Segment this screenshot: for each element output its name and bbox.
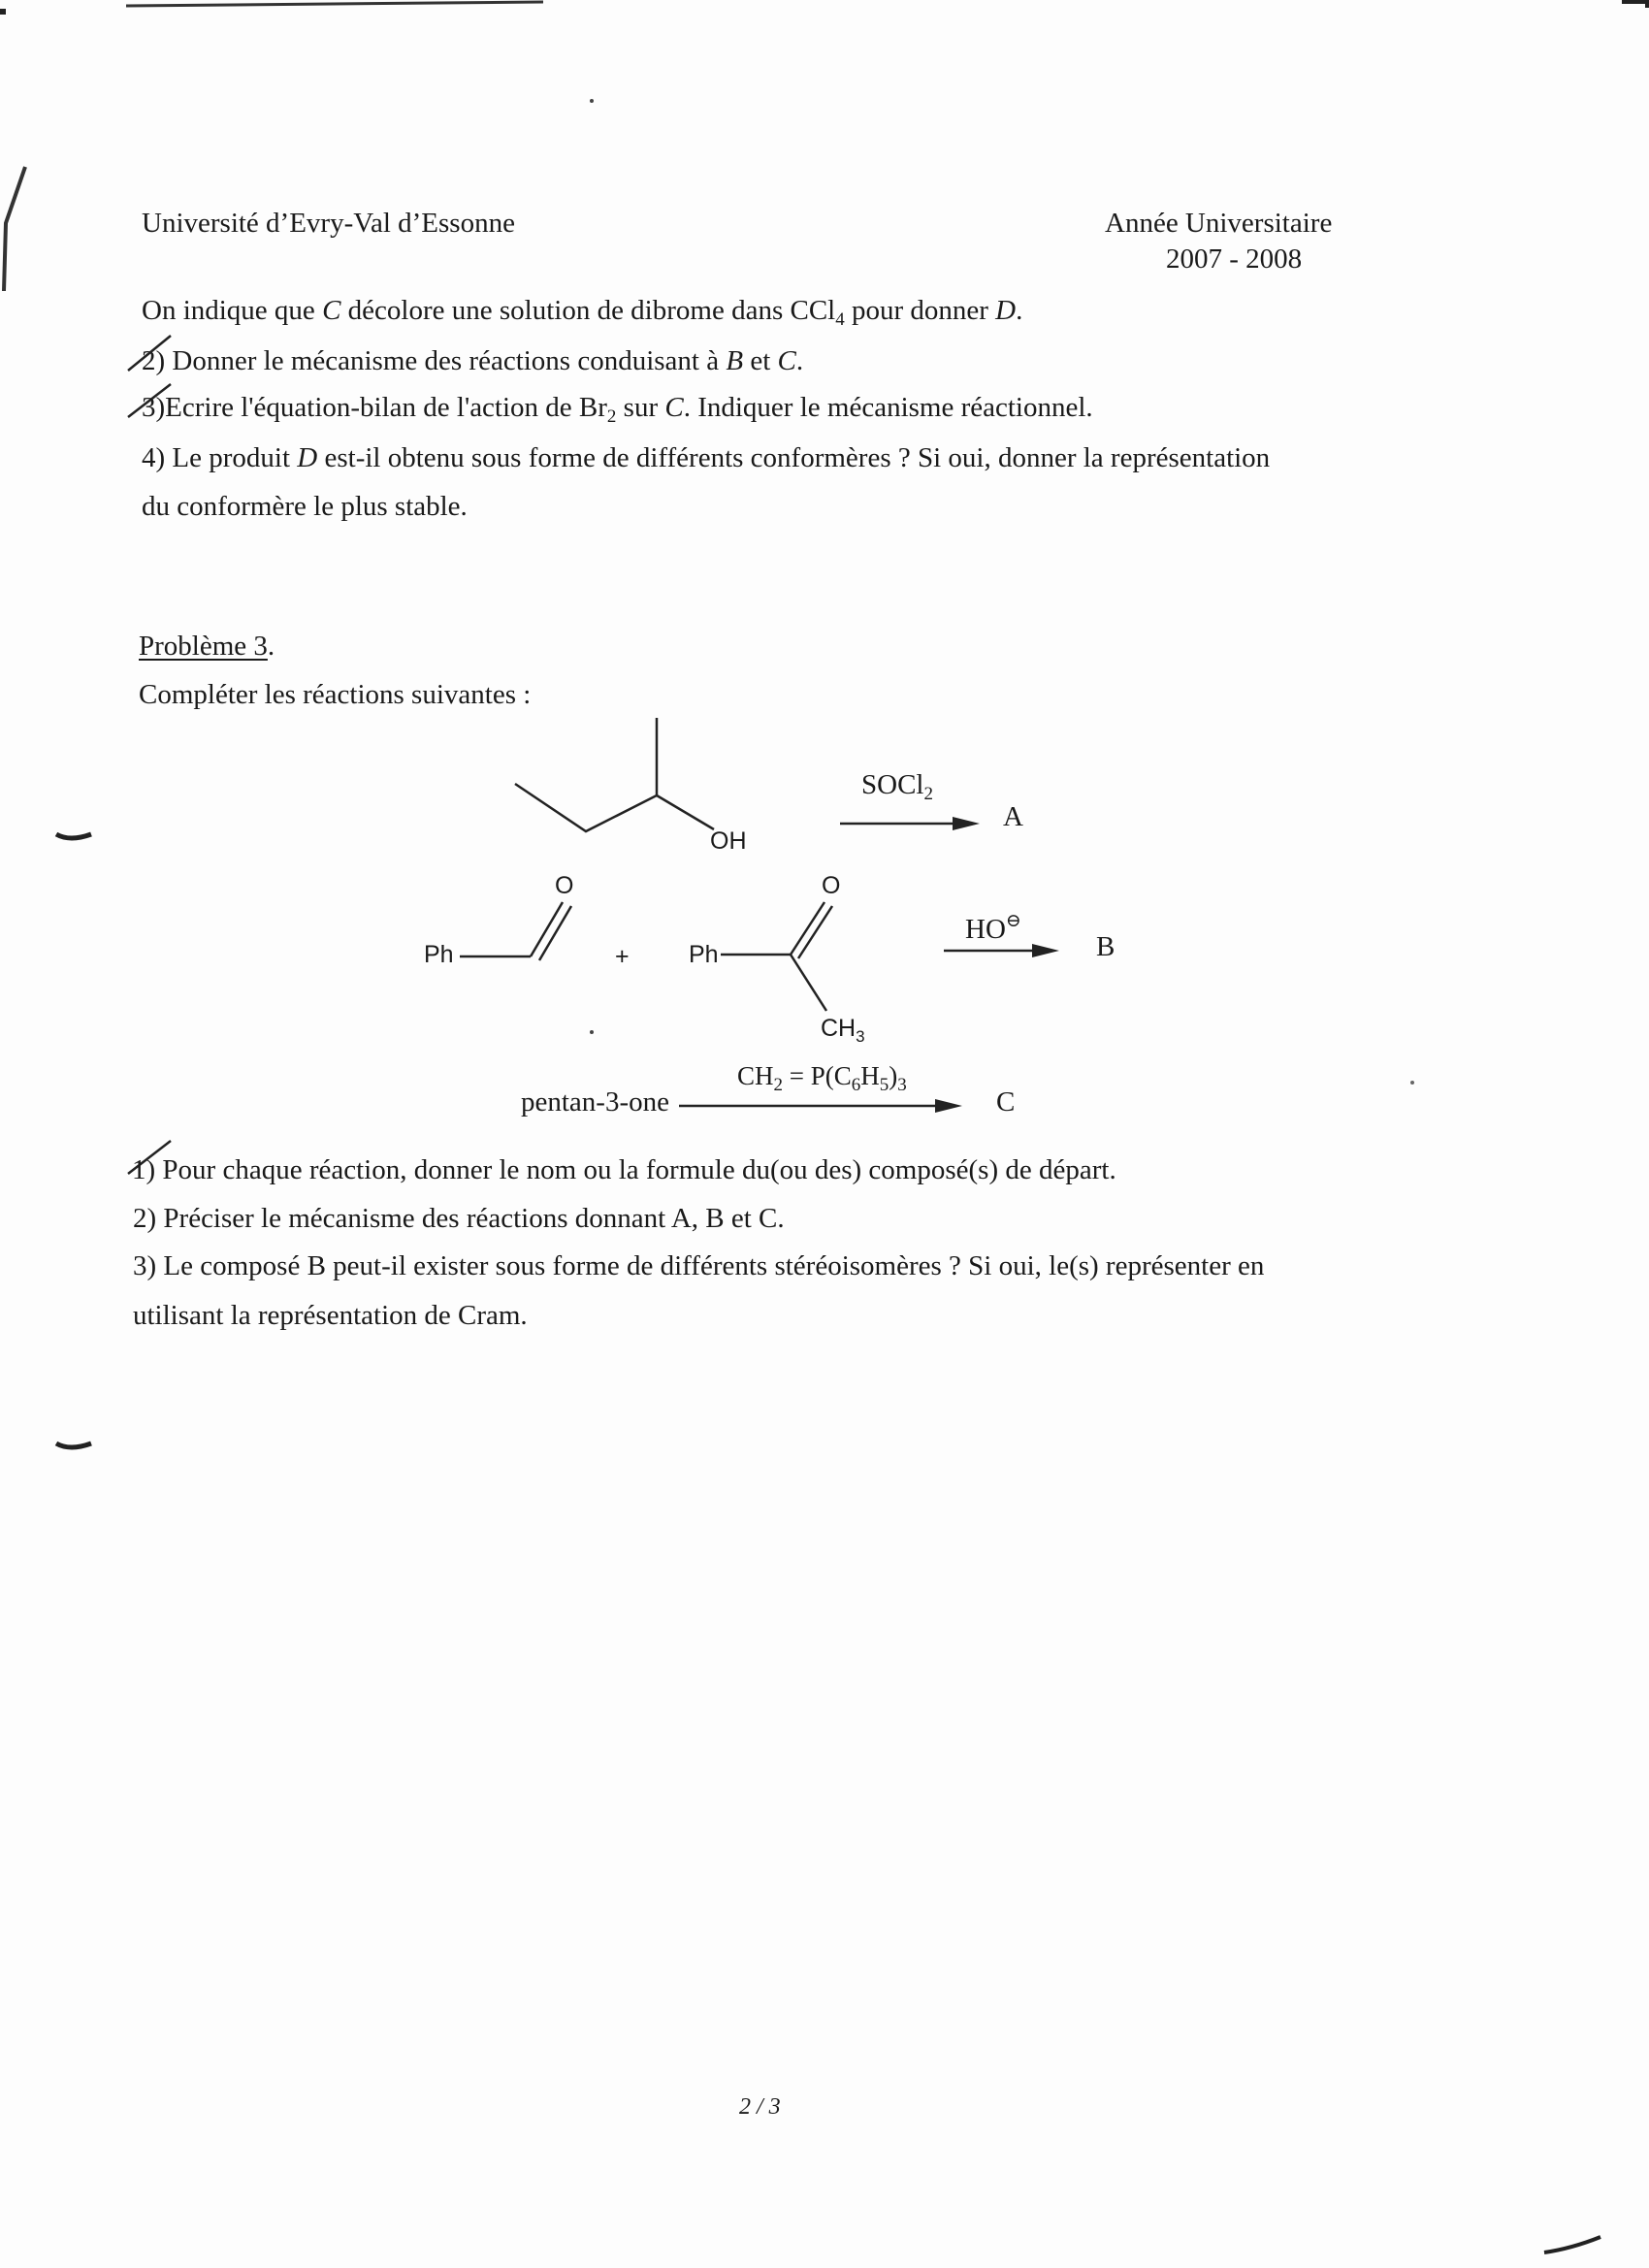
reaction2-arrow	[944, 944, 1059, 957]
product-b: B	[1096, 931, 1116, 962]
problem3-instruction: Compléter les réactions suivantes :	[139, 679, 532, 710]
problem2-question-4-line2: du conformère le plus stable.	[142, 491, 468, 522]
pentan-3-one-label: pentan-3-one	[521, 1086, 669, 1118]
product-a: A	[1003, 801, 1023, 832]
wittig-reagent: $CH_2 = P(C_6H_5)_3$	[737, 1061, 907, 1095]
acetophenone-oxygen-label: O	[822, 872, 841, 899]
methyl-label: $CH_3$	[821, 1015, 865, 1046]
crossed-number: 2)	[142, 345, 166, 376]
reaction1-arrow	[840, 817, 980, 830]
product-c: C	[996, 1086, 1016, 1118]
reaction3-arrow	[679, 1099, 962, 1113]
problem2-question-3: 3)Ecrire l'équation-bilan de l'action de $Br_2$ sur C. Indiquer le mécanisme réactionnel.	[142, 392, 1093, 427]
academic-year: 2007 - 2008	[1166, 243, 1303, 275]
problem3-title: Problème 3.	[139, 631, 275, 662]
problem3-question-3: 3) Le composé B peut-il exister sous forme de différents stéréoisomères ? Si oui, le(s) représenter en	[133, 1250, 1265, 1281]
problem2-question-4: 4) Le produit D est-il obtenu sous forme de différents conformères ? Si oui, donner la représentation	[142, 442, 1271, 473]
benzaldehyde-skeleton	[460, 902, 571, 960]
problem3-question-2: 2) Préciser le mécanisme des réactions donnant A, B et C.	[133, 1203, 785, 1234]
page-number: 2 / 3	[739, 2094, 781, 2120]
problem2-intro: On indique que C décolore une solution de dibrome dans CCl$_4$ pour donner D.	[142, 295, 1023, 330]
hydroxyl-label: OH	[710, 827, 747, 855]
problem3-question-1: 1) Pour chaque réaction, donner le nom ou la formule du(ou des) composé(s) de départ.	[132, 1154, 1116, 1185]
butan-2-ol-skeleton	[515, 718, 714, 831]
year-label: Année Universitaire	[1105, 208, 1333, 239]
problem3-question-3-line2: utilisant la représentation de Cram.	[133, 1300, 528, 1331]
plus-sign: +	[615, 943, 630, 970]
benzaldehyde-oxygen-label: O	[555, 872, 574, 899]
university-name: Université d’Evry-Val d’Essonne	[142, 208, 515, 239]
thionyl-chloride-reagent: SOCl$_2$	[861, 769, 933, 804]
problem2-question-2: 2) Donner le mécanisme des réactions conduisant à B et C.	[142, 345, 804, 376]
acetophenone-skeleton	[721, 902, 832, 1011]
hydroxide-reagent: HO⊖	[965, 911, 1021, 945]
benzaldehyde-phenyl-label: Ph	[424, 941, 454, 968]
acetophenone-phenyl-label: Ph	[689, 941, 719, 968]
